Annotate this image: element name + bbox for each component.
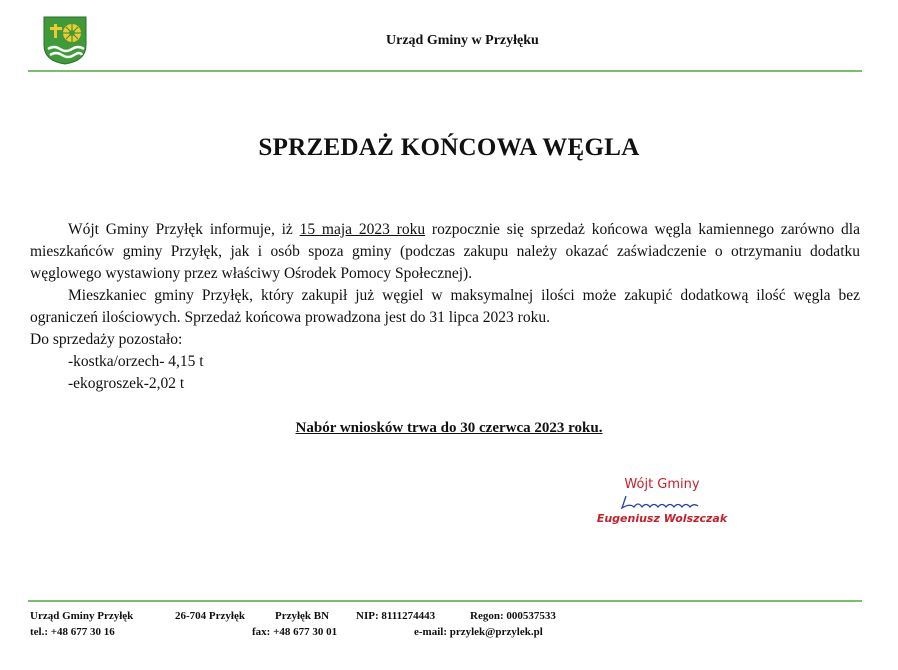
document-title: SPRZEDAŻ KOŃCOWA WĘGLA (258, 134, 640, 161)
paragraph-3: Do sprzedaży pozostało: (30, 331, 183, 348)
start-date: 15 maja 2023 roku (299, 221, 426, 238)
list-item: -kostka/orzech- 4,15 t (68, 353, 204, 370)
application-deadline-notice: Nabór wniosków trwa do 30 czerwca 2023 roku. (295, 420, 603, 436)
handwritten-signature (592, 493, 732, 511)
footer-regon: Regon: 000537533 (470, 610, 556, 622)
office-header-title: Urząd Gminy w Przyłęku (386, 33, 539, 48)
footer-place: Przyłęk BN (275, 610, 330, 622)
footer-org: Urząd Gminy Przyłęk (30, 610, 134, 622)
signature-role: Wójt Gminy (624, 477, 700, 492)
document-body (30, 219, 860, 395)
footer-postal: 26-704 Przyłęk (175, 610, 245, 622)
paragraph-2: Mieszkaniec gminy Przyłęk, który zakupił już węgiel w maksymalnej ilości może zakupić dodatkową ilość węgla bez ograniczeń ilościowych. Sprzedaż końcowa prowadzona jest do 31 lipca 2023 roku. (30, 287, 860, 326)
coat-of-arms-logo (42, 15, 88, 65)
footer-fax: fax: +48 677 30 01 (252, 626, 338, 638)
signatory-name: Eugeniusz Wolszczak (596, 512, 728, 525)
paragraph-1: Wójt Gminy Przyłęk informuje, iż 15 maja 2023 roku rozpocznie się sprzedaż końcowa węgla kamiennego zarówno dla mieszkańców gminy Przyłęk, jak i osób spoza gminy (podczas zakupu należy okazać zaświadczenie o otrzymaniu dodatku węglowego wystawiony przez właściwy Ośrodek Pomocy Społecznej). (30, 221, 860, 282)
footer-divider (28, 600, 862, 602)
header-divider (28, 70, 862, 72)
signature-block (592, 477, 732, 525)
footer-phone: tel.: +48 677 30 16 (30, 626, 115, 638)
list-item: -ekogroszek-2,02 t (68, 375, 185, 392)
footer-email[interactable]: e-mail: przylek@przylek.pl (414, 626, 543, 638)
footer-nip: NIP: 8111274443 (356, 610, 436, 622)
